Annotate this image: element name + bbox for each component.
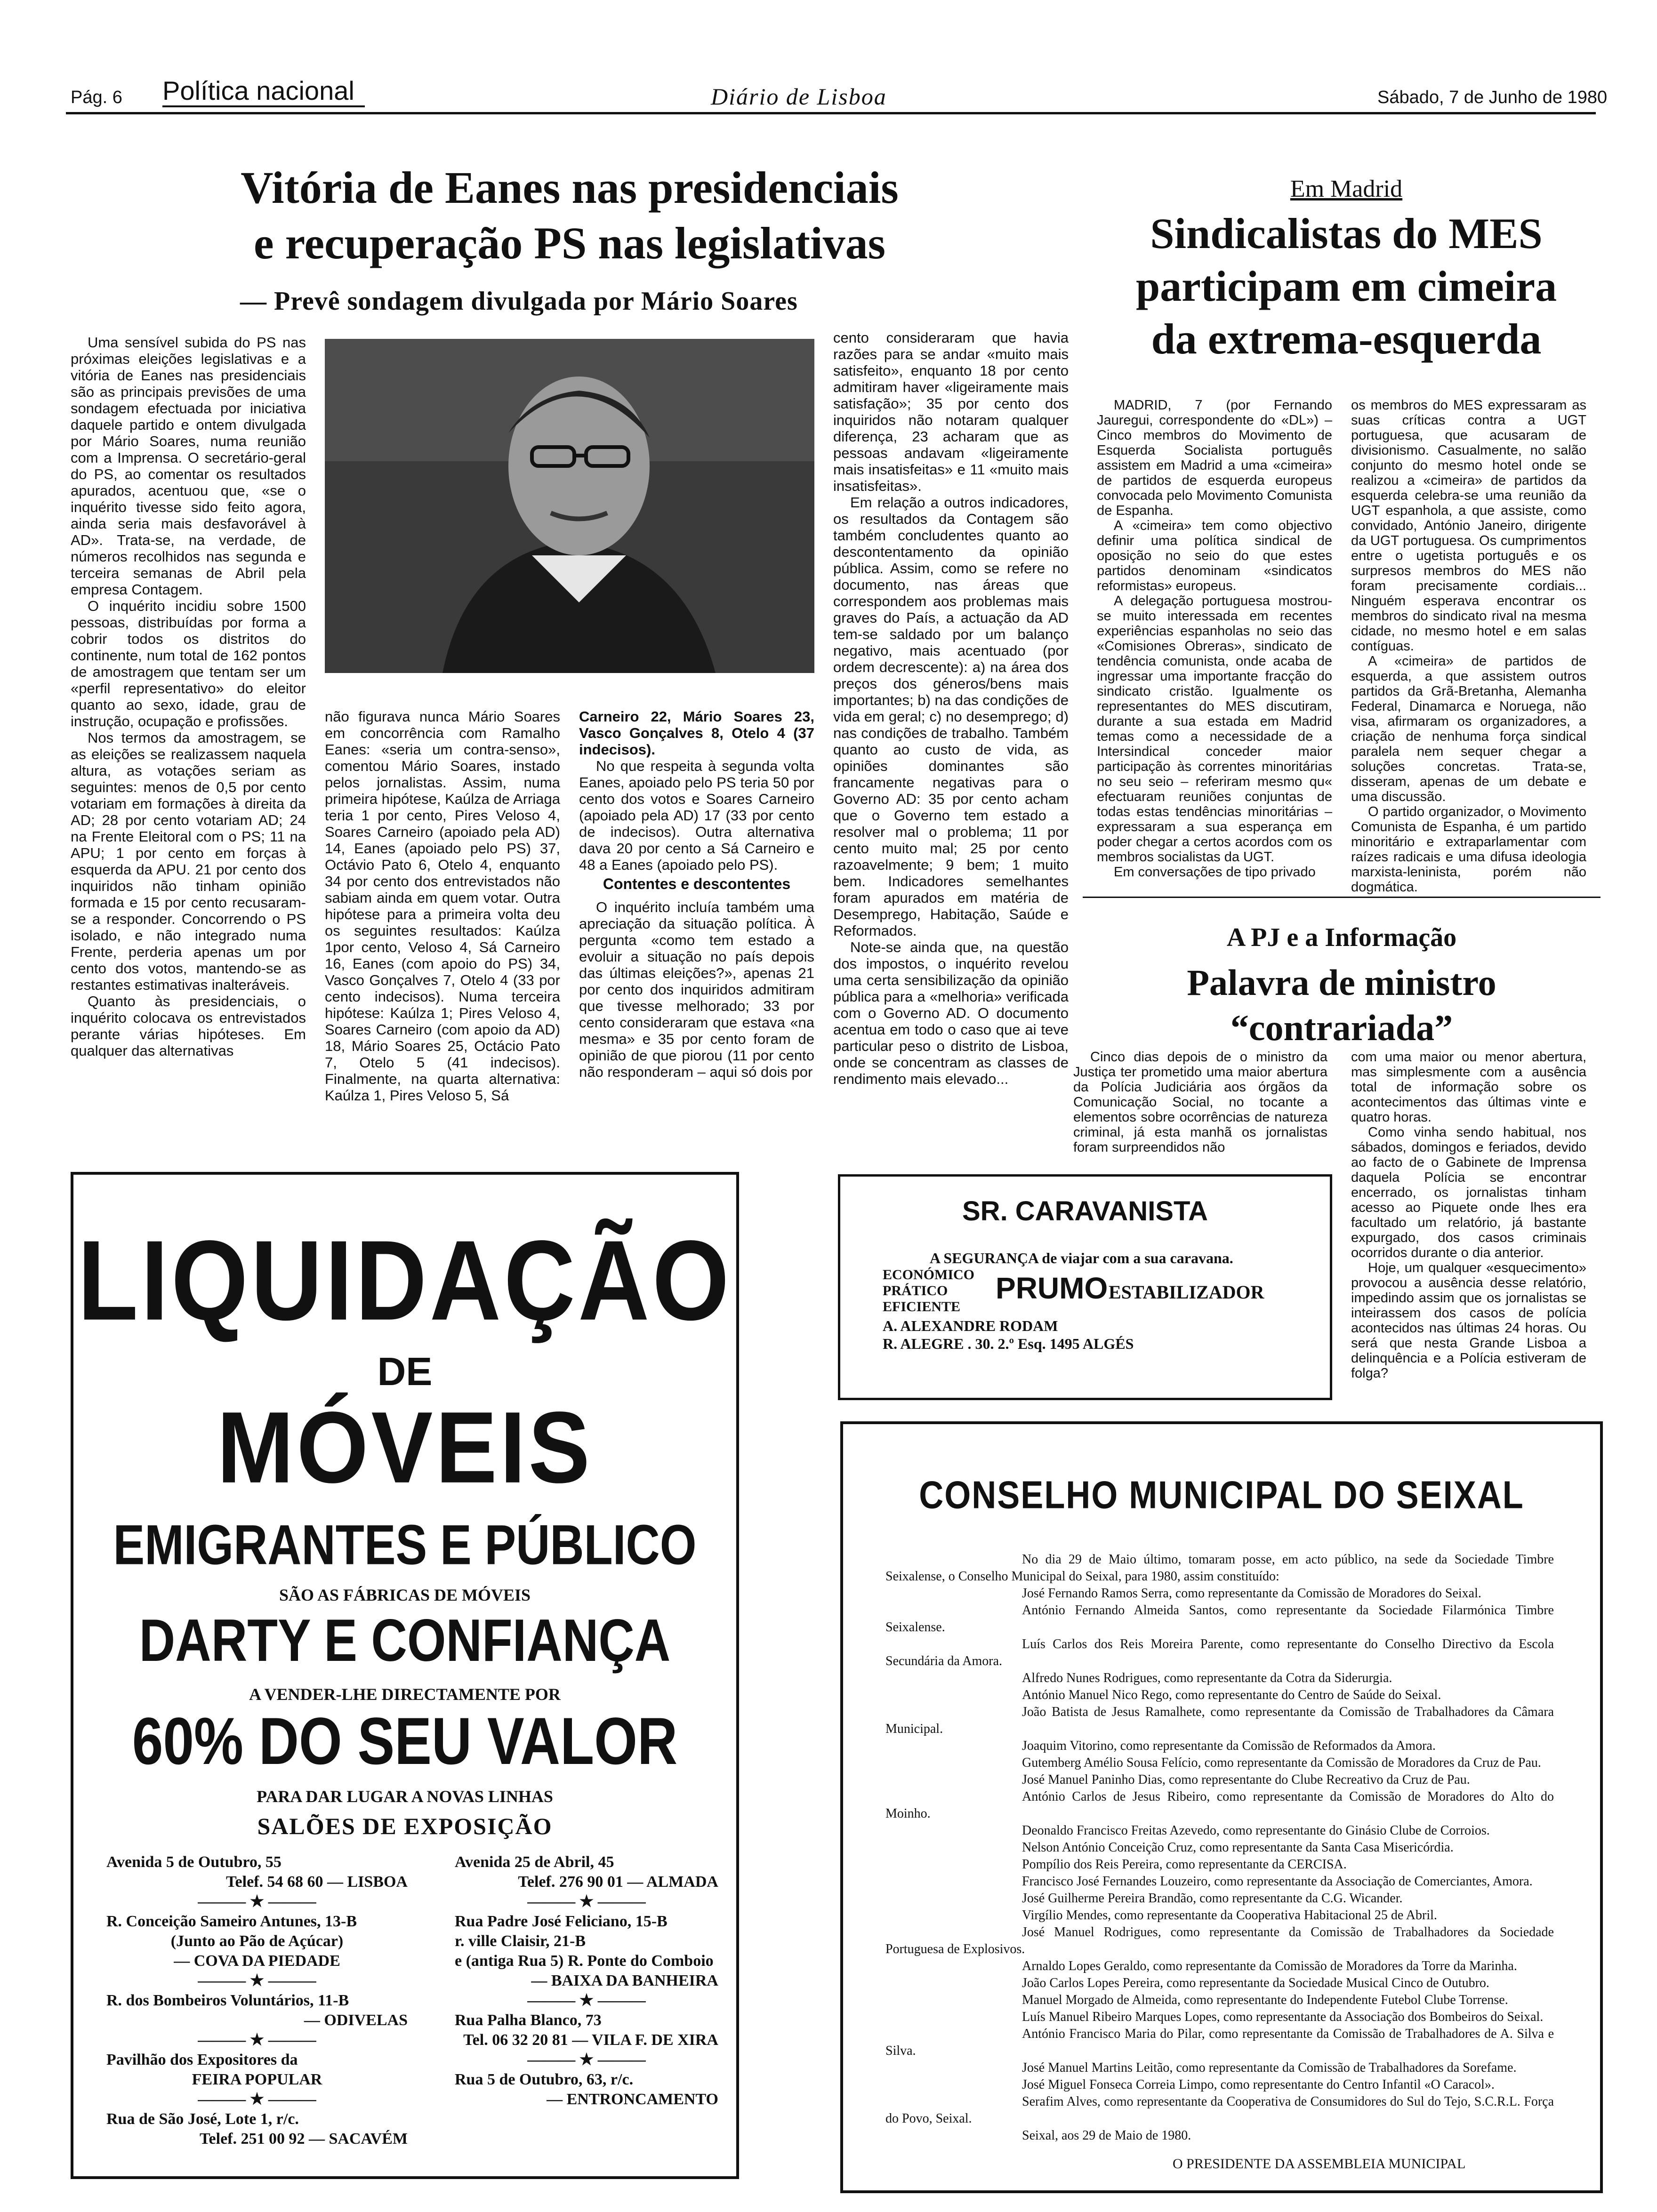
- headline-line-3: da extrema-esquerda: [1151, 315, 1542, 363]
- paragraph: os membros do MES expressaram as suas críticas contra a UGT portuguesa, que acusaram de divisionismo. Casualmente, no salão conjunto do mesmo hotel onde se realizou a «cimeira» de partidos da esquerda celebra-se uma reunião da UGT espanhola, a que assiste, como convidado, António Janeiro, dirigente da UGT portuguesa. Os cumprimentos entre o ugetista português e os surpresos membros do MES não foram precisamente cordiais... Ninguém esperava encontrar os membros do sindicato rival na mesma cidade, no mesmo hotel e em salas contíguas.: [1351, 398, 1586, 654]
- paragraph: A «cimeira» de partidos de esquerda, a que assistem outros partidos da Grã-Bretanha, Alemanha Federal, Dinamarca e Noruega, não visa, afirmaram os organizadores, a criação de nenhuma força sindical paralela nem sequer chegar a soluções concretas. Trata-se, disseram, apenas de um debate e uma discussão.: [1351, 654, 1586, 804]
- paragraph: A delegação portuguesa mostrou-se muito interessada em recentes experiências espanholas no seio das «Comisiones Obreras», sindicato de tendência comunista, onde acaba de ingressar uma importante fracção do sindicato cristão. Igualmente os representantes do MES discutiram, durante a sua estada em Madrid temas como a necessidade de a Intersindical conceder maior participação às correntes minoritárias no seu seio – referiram mesmo qu« efectuaram reuniões conjuntas de todas estas tendências minoritárias – expressaram a sua esperança em poder chegar a certos acordos com os membros socialistas da UGT.: [1097, 593, 1332, 865]
- headline-line-2: “contrariada”: [1230, 1007, 1453, 1048]
- mes-column-2: [1351, 398, 1586, 895]
- address-line: (Junto ao Pão de Açúcar): [170, 1932, 344, 1950]
- member-entry: António Manuel Nico Rego, como representante do Centro de Saúde do Seixal.: [1022, 1688, 1441, 1702]
- address-line: Avenida 25 de Abril, 45: [455, 1853, 614, 1871]
- ad-line-de: DE: [377, 1349, 433, 1394]
- headline-line-2: e recuperação PS nas legislativas: [253, 218, 886, 268]
- address-city: Tel. 06 32 20 81 — VILA F. DE XIRA: [463, 2031, 718, 2049]
- address-separator: ——— ★ ———: [198, 1972, 316, 1989]
- address-line: Pavilhão dos Expositores da: [106, 2051, 298, 2068]
- article-column-1: [71, 334, 306, 1059]
- address-city: — BAIXA DA BANHEIRA: [531, 1972, 718, 1989]
- member-entry: António Fernando Almeida Santos, como representante da Sociedade Filarmónica Timbre Seixalense.: [885, 1603, 1554, 1635]
- address-city: Telef. 54 68 60 — LISBOA: [225, 1873, 408, 1891]
- notice-title: CONSELHO MUNICIPAL DO SEIXAL: [919, 1474, 1524, 1517]
- member-entry: José Fernando Ramos Serra, como representante da Comissão de Moradores do Seixal.: [1022, 1586, 1481, 1601]
- ad-addresses-right: [455, 1852, 718, 2109]
- paragraph: O partido organizador, o Movimento Comunista de Espanha, é um partido minoritário e extraparlamentar com raízes radicais e uma difusa ideologia marxista-leninista, porém não dogmática.: [1351, 804, 1586, 895]
- address-line: Rua de São José, Lote 1, r/c.: [106, 2110, 299, 2128]
- address-separator: ——— ★ ———: [527, 1992, 646, 2009]
- address-line: Rua Palha Blanco, 73: [455, 2012, 602, 2029]
- notice-seixal: [840, 1421, 1603, 2193]
- member-entry: Francisco José Fernandes Louzeiro, como representante da Associação de Comerciantes, Amora.: [1022, 1874, 1533, 1889]
- pj-headline: [1083, 960, 1601, 1050]
- address-separator: ——— ★ ———: [198, 2031, 316, 2049]
- paragraph: A «cimeira» tem como objectivo definir uma política sindical de oposição no seio do que estes partidos denominam «sindicatos reformistas» europeus.: [1097, 518, 1332, 593]
- portrait-illustration: [325, 339, 814, 673]
- headline-line-1: Vitória de Eanes nas presidenciais: [241, 162, 899, 213]
- adjective: ECONÓMICO: [883, 1267, 974, 1282]
- paragraph: Em relação a outros indicadores, os resultados da Contagem são também concludentes quanto ao descontentamento da opinião pública. Assim, como se refere no documento, nas áreas que correspondem aos problemas mais graves do País, a actuação da AD tem-se saldado por um balanço negativo, mais acentuado (por ordem decrescente): a) na área dos preços dos géneros/bens mais importantes; b) na das condições de vida em geral; c) no desemprego; d) nas condições de trabalho. Também quanto ao custo de vida, as opiniões dominantes são francamente negativas para o Governo AD: 35 por cento acham que o Governo tem estado a resolver mal o problema; 11 por cento muito mal; 25 por cento razoavelmente; 9 bem; 1 muito bem. Indicadores semelhantes foram apurados em matéria de Desemprego, Habitação, Saúde e Reformados.: [833, 494, 1069, 939]
- pj-column-2: [1351, 1050, 1586, 1381]
- address-city: FEIRA POPULAR: [192, 2071, 322, 2088]
- ad-caravanista-brand: PRUMO: [996, 1271, 1108, 1305]
- address-separator: ——— ★ ———: [527, 1893, 646, 1910]
- member-entry: Nelson António Conceição Cruz, como representante da Santa Casa Misericórdia.: [1022, 1840, 1454, 1855]
- address-line: R. Conceição Sameiro Antunes, 13-B: [106, 1913, 357, 1930]
- ad-line-novas-linhas: PARA DAR LUGAR A NOVAS LINHAS: [257, 1787, 553, 1806]
- member-entry: Joaquim Vitorino, como representante da Comissão de Reformados da Amora.: [1022, 1739, 1436, 1753]
- ad-caravanista: [838, 1174, 1332, 1400]
- pj-column-1: [1073, 1050, 1327, 1155]
- ad-line-darty: DARTY E CONFIANÇA: [139, 1607, 671, 1674]
- member-entry: Luís Carlos dos Reis Moreira Parente, como representante do Conselho Directivo da Escola Secundária da Amora.: [885, 1637, 1554, 1668]
- address-city: Telef. 251 00 92 — SACAVÉM: [199, 2130, 408, 2148]
- ad-line-liquidacao: LIQUIDAÇÃO: [78, 1217, 732, 1344]
- paragraph: cento consideraram que havia razões para se andar «muito mais satisfeito», enquanto 18 por cento admitiram haver «ligeiramente mais satisfação»; 35 por cento dos inquiridos não notaram qualquer diferença, 23 acharam que as pessoas andavam «ligeiramente mais insatisfeitas» e 11 «muito mais insatisfeitas».: [833, 329, 1069, 494]
- section-title: Política nacional: [162, 76, 354, 105]
- ad-line-fabricas: SÃO AS FÁBRICAS DE MÓVEIS: [279, 1586, 531, 1604]
- article-column-3: [579, 708, 814, 1080]
- notice-closing: Seixal, aos 29 de Maio de 1980.: [1022, 2128, 1191, 2143]
- paragraph: Note-se ainda que, na questão dos impostos, o inquérito revelou uma certa sensibilização da opinião pública para a «melhoria» verificada com o Governo AD. O documento acentua em todo o caso que ai teve particular peso o distrito de Lisboa, onde se concentram as classes de rendimento mais elevado...: [833, 939, 1069, 1087]
- ad-line-vender: A VENDER-LHE DIRECTAMENTE POR: [249, 1685, 561, 1704]
- adjective: PRÁTICO: [883, 1283, 948, 1298]
- ad-caravanista-contact: [883, 1317, 1134, 1353]
- article-column-2: [325, 708, 560, 1104]
- ad-caravanista-product: ESTABILIZADOR: [1109, 1282, 1264, 1303]
- paragraph: Uma sensível subida do PS nas próximas eleições legislativas e a vitória de Eanes nas presidenciais são as principais previsões de uma sondagem efectuada por iniciativa daquele partido e ontem divulgada por Mário Soares, numa reunião com a Imprensa. O secretário-geral do PS, ao comentar os resultados apurados, acentuou que, «se o inquérito tivesse sido feito agora, ainda seria mais desfavorável à AD». Trata-se, na verdade, de números recolhidos nas segunda e terceira semanas de Abril pela empresa Contagem.: [71, 334, 306, 598]
- member-entry: Virgílio Mendes, como representante da Cooperativa Habitacional 25 de Abril.: [1022, 1908, 1437, 1923]
- ad-caravanista-title: SR. CARAVANISTA: [962, 1196, 1208, 1226]
- address-line: e (antiga Rua 5) R. Ponte do Comboio: [455, 1952, 714, 1970]
- member-entry: Serafim Alves, como representante da Cooperativa de Consumidores do Sul do Tejo, S.C.R.L. Força do Povo, Seixal.: [885, 2094, 1554, 2126]
- paragraph: O inquérito incidiu sobre 1500 pessoas, distribuídas por forma a cobrir todos os distritos do continente, num total de 162 pontos de amostragem que tentam ser um «perfil representativo» do eleitor quanto ao sexo, idade, grau de instrução, ocupação e profissões.: [71, 598, 306, 729]
- address-line: Avenida 5 de Outubro, 55: [106, 1853, 282, 1871]
- page-number: Pág. 6: [71, 88, 122, 107]
- mes-kicker: Em Madrid: [1290, 176, 1403, 202]
- member-entry: Luís Manuel Ribeiro Marques Lopes, como representante da Associação dos Bombeiros do Seixal.: [1022, 2010, 1544, 2024]
- ad-furniture-liquidation: [71, 1172, 739, 2179]
- newspaper-name: Diário de Lisboa: [711, 83, 887, 110]
- paragraph: Cinco dias depois de o ministro da Justiça ter prometido uma maior abertura da Polícia Judiciária aos órgãos da Comunicação Social, no tocante a elementos sobre ocorrências de natureza criminal, já esta manhã os jornalistas foram surpreendidos não: [1073, 1050, 1327, 1155]
- paragraph: O inquérito incluía também uma apreciação da situação política. À pergunta «como tem estado a evoluir a situação no país depois das últimas eleições?», apenas 21 por cento dos inquiridos admitiram que tivesse melhorado; 33 por cento consideraram que estava «na mesma» e 35 por cento foram de opinião de que piorou (11 por cento não responderam – aqui só dois por: [579, 899, 814, 1080]
- address-separator: ——— ★ ———: [198, 2091, 316, 2108]
- member-entry: Arnaldo Lopes Geraldo, como representante da Comissão de Moradores da Torre da Marinha.: [1022, 1959, 1517, 1973]
- address-line: R. dos Bombeiros Voluntários, 11-B: [106, 1992, 349, 2009]
- ad-line-saloes: SALÕES DE EXPOSIÇÃO: [257, 1813, 553, 1839]
- photo-mario-soares: [325, 339, 814, 673]
- paragraph: No que respeita à segunda volta Eanes, apoiado pelo PS teria 50 por cento dos votos e Soares Carneiro (apoiado pela AD) 17 (33 por cento de indecisos). Outra alternativa dava 20 por cento a Sá Carneiro e 48 a Eanes (apoiado pelo PS).: [579, 758, 814, 873]
- pj-kicker: A PJ e a Informação: [1226, 923, 1457, 952]
- member-entry: José Guilherme Pereira Brandão, como representante da C.G. Wicander.: [1022, 1891, 1403, 1906]
- paragraph: MADRID, 7 (por Fernando Jauregui, correspondente do «DL») – Cinco membros do Movimento de Esquerda Socialista português assistem em Madrid a uma «cimeira» de partidos de esquerda europeus convocada pelo Movimento Comunista de Espanha.: [1097, 398, 1332, 518]
- notice-intro: No dia 29 de Maio último, tomaram posse, em acto público, na sede da Sociedade Timbre Seixalense, o Conselho Municipal do Seixal, para 1980, assim constituído:: [885, 1552, 1554, 1584]
- masthead-rule: [66, 112, 1596, 114]
- headline-line-2: participam em cimeira: [1135, 262, 1557, 310]
- section-underline: [162, 105, 365, 107]
- address-separator: ——— ★ ———: [198, 1893, 316, 1910]
- ad-caravanista-tagline: A SEGURANÇA de viajar com a sua caravana.: [930, 1250, 1233, 1266]
- headline-line-1: Sindicalistas do MES: [1150, 209, 1543, 257]
- address-city: — ENTRONCAMENTO: [547, 2091, 718, 2108]
- mes-headline: [1083, 207, 1610, 365]
- ad-line-percent: 60% DO SEU VALOR: [132, 1704, 678, 1779]
- paragraph: Em conversações de tipo privado: [1114, 865, 1316, 880]
- issue-date: Sábado, 7 de Junho de 1980: [1377, 88, 1608, 107]
- article-column-4: [833, 329, 1069, 1087]
- address-line: Rua Padre José Feliciano, 15-B: [455, 1913, 668, 1930]
- address-city: — ODIVELAS: [304, 2012, 408, 2029]
- paragraph: Nos termos da amostragem, se as eleições se realizassem naquela altura, as votações seriam as seguintes: menos de 0,5 por cento votariam em formações à direita da AD; 28 por cento votariam AD; 24 na Frente Eleitoral com o PS; 11 na APU; 1 por cento em forças à esquerda da APU. 21 por cento dos inquiridos não tinham opinião formada e 15 por cento recusaram-se a responder. Concorrendo o PS isolado, e não integrado numa Frente, perderia apenas um por cento dos votos, mantendo-se as restantes estimativas inalteráveis.: [71, 729, 306, 993]
- paragraph: com uma maior ou menor abertura, mas simplesmente com a ausência total de informação sobre os acontecimentos das últimas vinte e quatro horas.: [1351, 1050, 1586, 1125]
- ad-line-moveis: MÓVEIS: [217, 1391, 593, 1504]
- member-entry: José Miguel Fonseca Correia Limpo, como representante do Centro Infantil «O Caracol».: [1022, 2077, 1495, 2092]
- member-entry: Deonaldo Francisco Freitas Azevedo, como representante do Ginásio Clube de Corroios.: [1022, 1823, 1490, 1838]
- paragraph: Hoje, um qualquer «esquecimento» provocou a ausência desse relatório, impedindo assim que os jornalistas se inteirassem dos casos de polícia acontecidos nas últimas 24 horas. Ou será que nesta Grande Lisboa a delinquência e a Polícia estiveram de folga?: [1351, 1260, 1586, 1381]
- member-entry: Alfredo Nunes Rodrigues, como representante da Cotra da Siderurgia.: [1022, 1671, 1392, 1685]
- headline-line-1: Palavra de ministro: [1187, 962, 1496, 1003]
- article-subheadline: — Prevê sondagem divulgada por Mário Soares: [240, 287, 798, 316]
- ad-caravanista-adjectives: [883, 1267, 974, 1315]
- member-entry: João Carlos Lopes Pereira, como representante da Sociedade Musical Cinco de Outubro.: [1022, 1976, 1489, 1990]
- member-entry: João Batista de Jesus Ramalhete, como representante da Comissão de Trabalhadores da Câmara Municipal.: [885, 1705, 1554, 1736]
- member-entry: José Manuel Martins Leitão, como representante da Comissão de Trabalhadores da Sorefame.: [1022, 2060, 1517, 2075]
- mes-column-1: [1097, 398, 1332, 880]
- notice-signature: O PRESIDENTE DA ASSEMBLEIA MUNICIPAL: [1173, 2156, 1466, 2172]
- member-entry: José Manuel Rodrigues, como representante da Comissão de Trabalhadores da Sociedade Portuguesa de Explosivos.: [885, 1925, 1554, 1956]
- address-separator: ——— ★ ———: [527, 2051, 646, 2068]
- paragraph: Como vinha sendo habitual, nos sábados, domingos e feriados, devido ao facto de o Gabinete de Imprensa daquela Polícia se encontrar encerrado, os jornalistas tinham acesso ao Piquete onde lhes era facultado um relatório, já bastante expurgado, dos casos criminais ocorridos durante o dia anterior.: [1351, 1125, 1586, 1260]
- section-subheading: Contentes e descontentes: [603, 875, 791, 892]
- article-headline: [122, 160, 1017, 271]
- paragraph: Quanto às presidenciais, o inquérito colocava os entrevistados perante várias hipóteses. Em qualquer das alternativas: [71, 993, 306, 1059]
- member-entry: Manuel Morgado de Almeida, como representante do Independente Futebol Clube Torrense.: [1022, 1993, 1508, 2007]
- notice-body: [885, 1551, 1554, 2144]
- member-entry: José Manuel Paninho Dias, como representante do Clube Recreativo da Cruz de Pau.: [1022, 1772, 1470, 1787]
- member-entry: Pompílio dos Reis Pereira, como representante da CERCISA.: [1022, 1857, 1347, 1872]
- paragraph: não figurava nunca Mário Soares em concorrência com Ramalho Eanes: «seria um contra-senso», comentou Mário Soares, instado pelos jornalistas. Assim, numa primeira hipótese, Kaúlza de Arriaga teria 1 por cento, Pires Veloso 4, Soares Carneiro (apoiado pela AD) 14, Eanes (apoiado pelo PS) 37, Octávio Pato 6, Otelo 4, enquanto 34 por cento dos entrevistados não sabiam ainda em quem votar. Outra hipótese para a primeira volta deu os seguintes resultados: Kaúlza 1por cento, Veloso 4, Sá Carneiro 16, Eanes (com apoio do PS) 34, Vasco Gonçalves 7, Otelo 4 (33 por cento indecisos). Numa terceira hipótese: Kaúlza 1; Pires Veloso 4, Soares Carneiro (com apoio da AD) 18, Mário Soares 25, Octácio Pato 7, Otelo 5 (41 indecisos). Finalmente, na quarta alternativa: Kaúlza 1, Pires Veloso 5, Sá: [325, 708, 560, 1104]
- member-entry: António Francisco Maria do Pilar, como representante da Comissão de Trabalhadores de A. Silva e Silva.: [885, 2027, 1554, 2058]
- address-city: Telef. 276 90 01 — ALMADA: [518, 1873, 718, 1891]
- column-rule: [1083, 897, 1601, 898]
- ad-line-emigrantes: EMIGRANTES E PÚBLICO: [113, 1513, 697, 1577]
- address-line: r. ville Claisir, 21-B: [455, 1932, 586, 1950]
- ad-addresses-left: [106, 1852, 408, 2149]
- adjective: EFICIENTE: [883, 1299, 961, 1314]
- contact-name: A. ALEXANDRE RODAM: [883, 1317, 1058, 1334]
- member-entry: Gutemberg Amélio Sousa Felício, como representante da Comissão de Moradores da Cruz de Pau.: [1022, 1755, 1541, 1770]
- address-city: — COVA DA PIEDADE: [174, 1952, 340, 1970]
- paragraph: Carneiro 22, Mário Soares 23, Vasco Gonçalves 8, Otelo 4 (37 indecisos).: [579, 708, 814, 758]
- contact-address: R. ALEGRE . 30. 2.º Esq. 1495 ALGÉS: [883, 1335, 1134, 1352]
- member-entry: António Carlos de Jesus Ribeiro, como representante da Comissão de Moradores do Alto do Moinho.: [885, 1789, 1554, 1821]
- address-line: Rua 5 de Outubro, 63, r/c.: [455, 2071, 634, 2088]
